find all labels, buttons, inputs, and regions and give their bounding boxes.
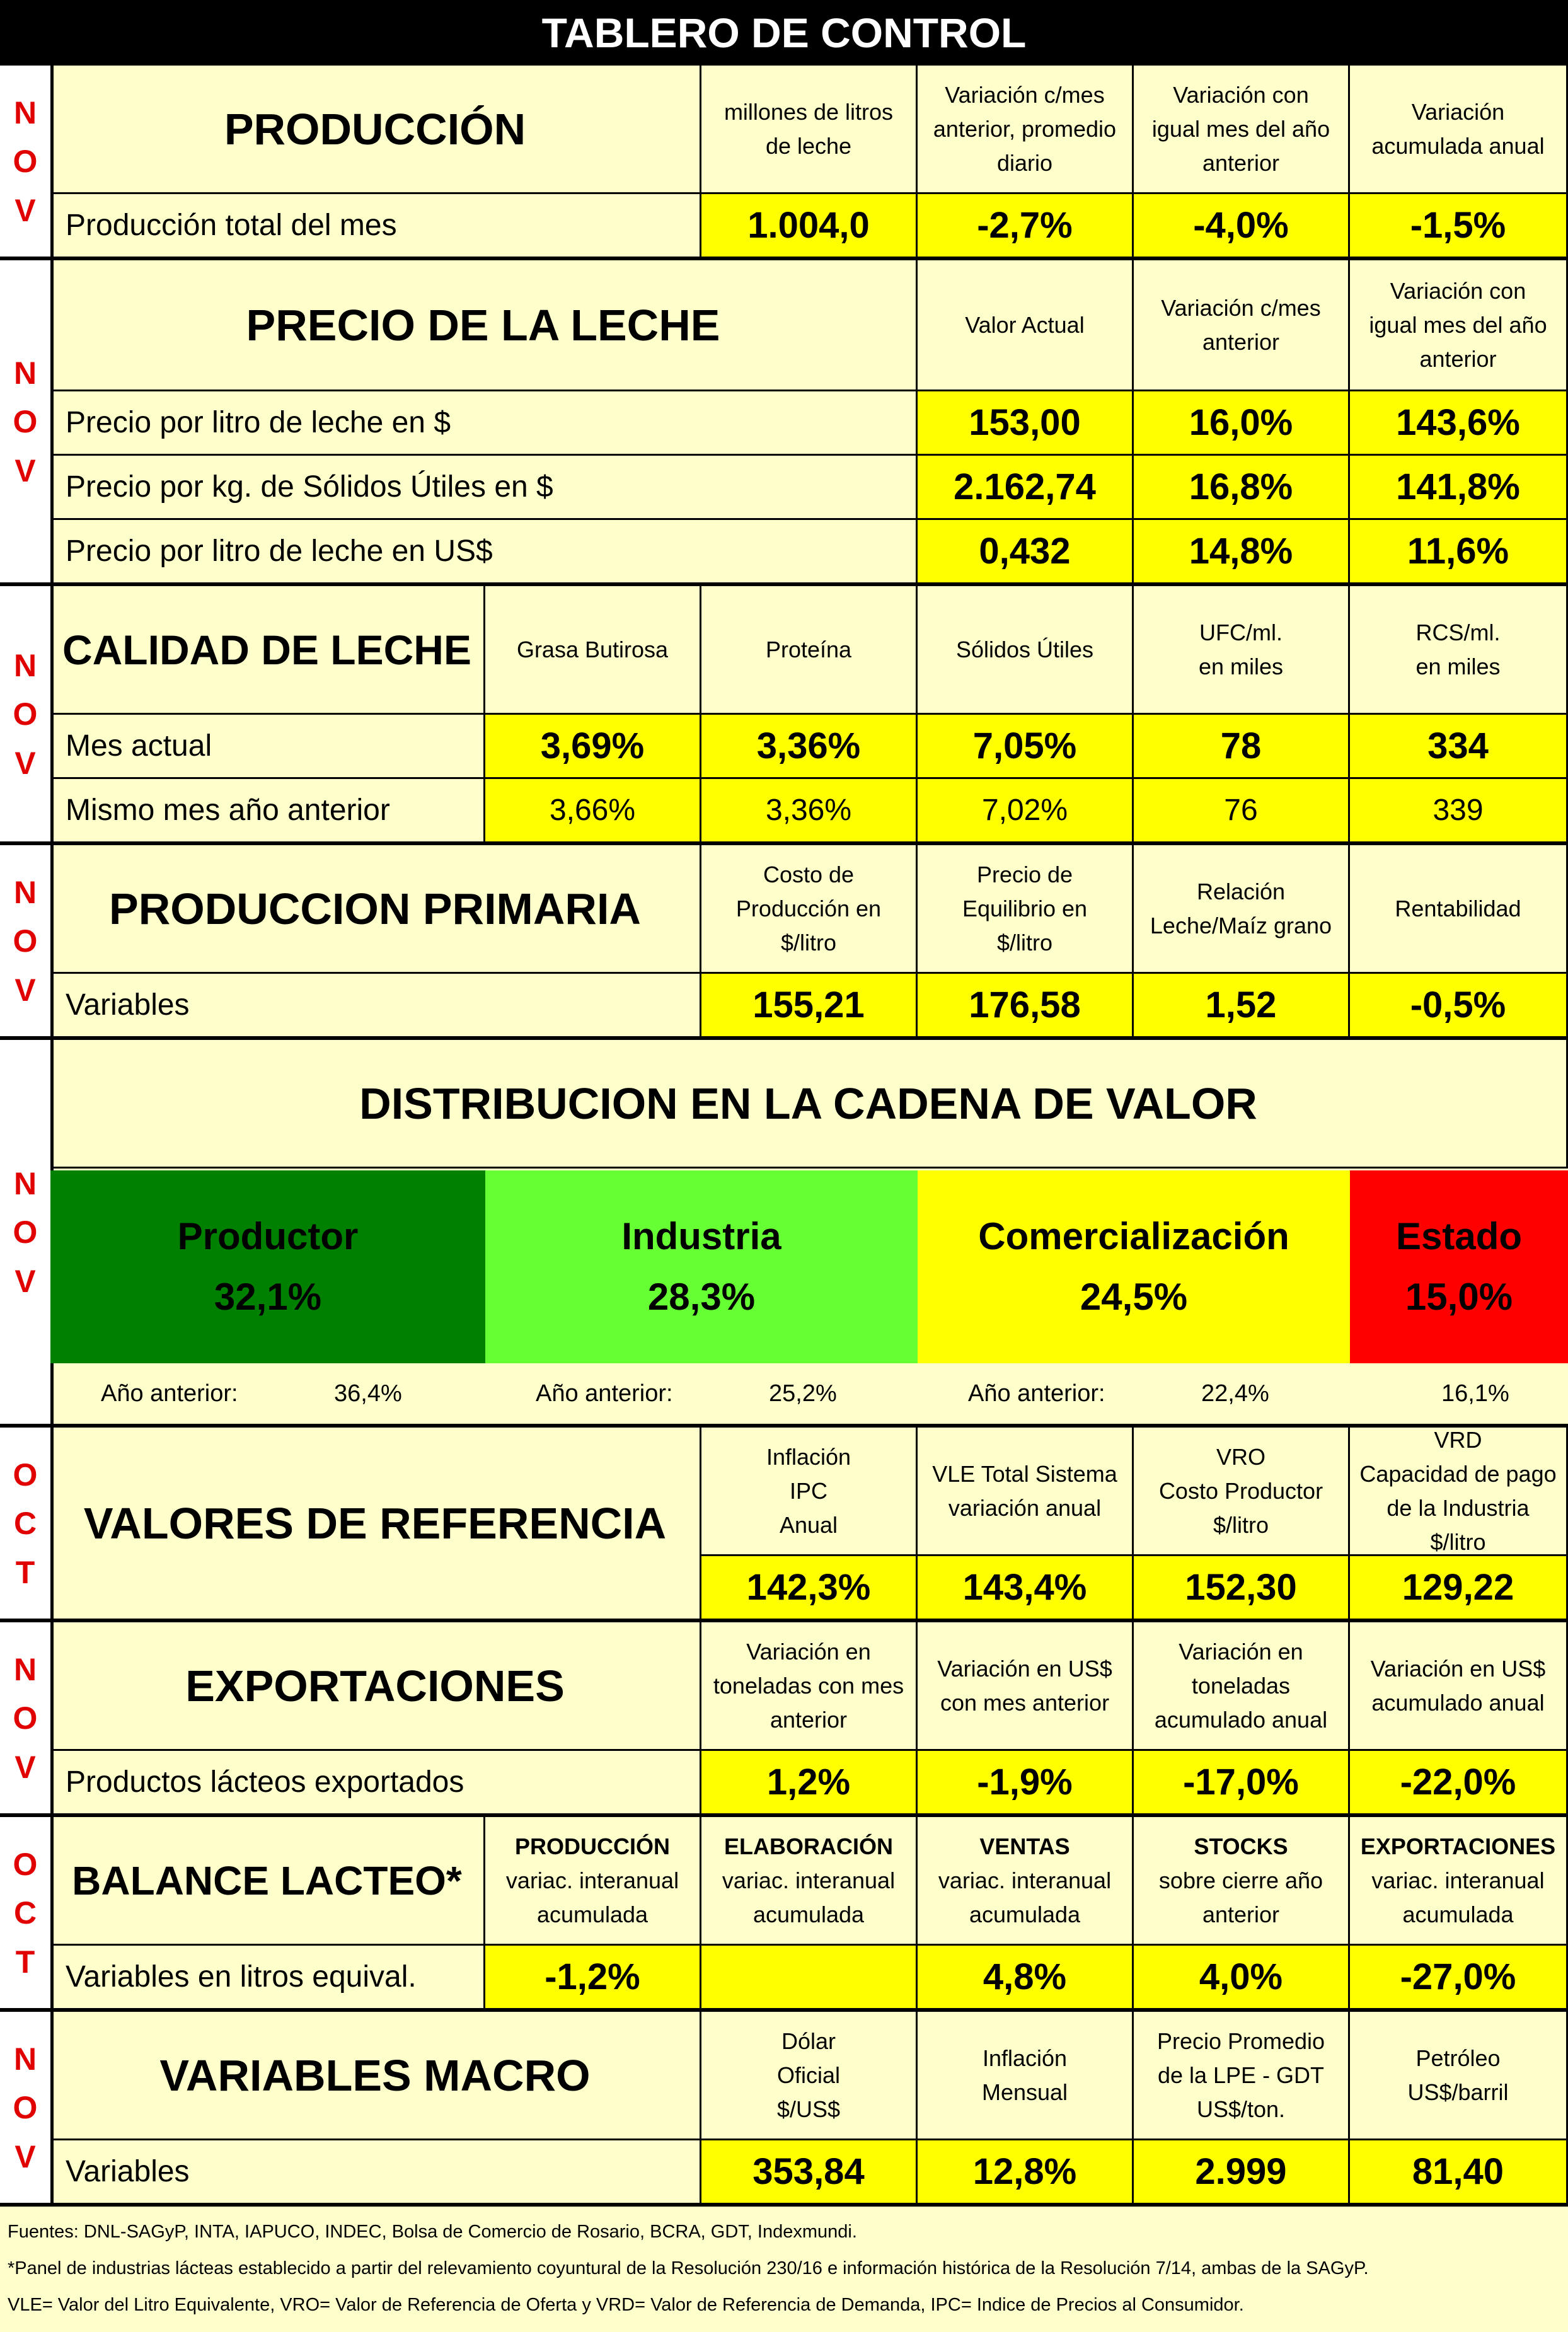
exportaciones-value: 1,2% bbox=[701, 1751, 918, 1815]
precio-col-header: Variación c/mes anterior bbox=[1134, 260, 1350, 391]
produccion-col-header: Variación c/mes anterior, promedio diario bbox=[918, 66, 1134, 194]
month-indicator bbox=[0, 1817, 54, 2010]
calidad-value: 334 bbox=[1350, 715, 1568, 779]
produccion-col-header: millones de litros de leche bbox=[701, 66, 918, 194]
section-referencia bbox=[0, 1428, 1568, 1620]
exportaciones-row-label: Productos lácteos exportados bbox=[50, 1751, 701, 1815]
month-letter: N bbox=[13, 1651, 37, 1687]
calidad-value: 78 bbox=[1134, 715, 1350, 779]
month-indicator bbox=[0, 1428, 54, 1620]
distribucion-block-name: Productor bbox=[177, 1215, 359, 1257]
balance-value bbox=[701, 1946, 918, 2010]
month-letter: V bbox=[14, 192, 36, 228]
precio-col-header: Variación con igual mes del año anterior bbox=[1350, 260, 1568, 391]
exportaciones-value: -17,0% bbox=[1134, 1751, 1350, 1815]
distribucion-block bbox=[1350, 1170, 1568, 1363]
produccion-col-header: Variación acumulada anual bbox=[1350, 66, 1568, 194]
month-indicator bbox=[0, 66, 54, 258]
month-letter: T bbox=[15, 1554, 35, 1590]
referencia-col-header: VRO Costo Productor $/litro bbox=[1134, 1428, 1350, 1556]
calidad-value: 3,69% bbox=[485, 715, 701, 779]
referencia-value: 143,4% bbox=[918, 1556, 1134, 1620]
calidad-col-header: UFC/ml. en miles bbox=[1134, 586, 1350, 715]
macro-col-header: Inflación Mensual bbox=[918, 2012, 1134, 2140]
balance-col-subtitle: variac. interanual acumulada bbox=[722, 1867, 896, 1927]
produccion-value: -2,7% bbox=[918, 194, 1134, 258]
month-letter: C bbox=[13, 1506, 37, 1542]
month-letter: O bbox=[13, 404, 38, 440]
month-letter: O bbox=[13, 2090, 38, 2126]
distribucion-prev-value: 36,4% bbox=[334, 1380, 402, 1407]
produccion-col-header: Variación con igual mes del año anterior bbox=[1134, 66, 1350, 194]
primaria-heading: PRODUCCION PRIMARIA bbox=[50, 845, 701, 974]
month-indicator bbox=[0, 1040, 54, 1426]
primaria-col-header: Precio de Equilibrio en $/litro bbox=[918, 845, 1134, 974]
primaria-value: 155,21 bbox=[701, 974, 918, 1038]
produccion-value: 1.004,0 bbox=[701, 194, 918, 258]
calidad-col-header: Grasa Butirosa bbox=[485, 586, 701, 715]
balance-value: 4,0% bbox=[1134, 1946, 1350, 2010]
month-letter: C bbox=[13, 1895, 37, 1931]
macro-col-header: Precio Promedio de la LPE - GDT US$/ton. bbox=[1134, 2012, 1350, 2140]
primaria-row-label: Variables bbox=[50, 974, 701, 1038]
calidad-value: 339 bbox=[1350, 779, 1568, 843]
footnote: VLE= Valor del Litro Equivalente, VRO= Valor de Referencia de Oferta y VRD= Valor de Referencia de Demanda, IPC= Indice de Precios al Consumidor. bbox=[8, 2295, 1244, 2315]
balance-col-title: STOCKS bbox=[1194, 1833, 1288, 1859]
month-letter: O bbox=[13, 1700, 38, 1736]
balance-col-header bbox=[1134, 1817, 1350, 1946]
balance-col-subtitle: variac. interanual acumulada bbox=[505, 1867, 679, 1927]
calidad-value: 7,02% bbox=[918, 779, 1134, 843]
month-indicator bbox=[0, 2012, 54, 2205]
distribucion-block-value: 32,1% bbox=[214, 1276, 322, 1318]
macro-col-header: Petróleo US$/barril bbox=[1350, 2012, 1568, 2140]
month-letter: V bbox=[14, 1263, 36, 1299]
month-letter: V bbox=[14, 1749, 36, 1785]
month-letter: N bbox=[13, 1165, 37, 1201]
distribucion-prev-value: 22,4% bbox=[1201, 1380, 1269, 1407]
month-letter: V bbox=[14, 972, 36, 1008]
month-letter: V bbox=[14, 453, 36, 488]
calidad-col-header: Sólidos Útiles bbox=[918, 586, 1134, 715]
produccion-value: -1,5% bbox=[1350, 194, 1568, 258]
precio-row-label: Precio por litro de leche en $ bbox=[50, 391, 918, 456]
balance-value: 4,8% bbox=[918, 1946, 1134, 2010]
balance-col-title: VENTAS bbox=[979, 1833, 1070, 1859]
precio-value: 16,8% bbox=[1134, 456, 1350, 520]
produccion-heading: PRODUCCIÓN bbox=[50, 66, 701, 194]
calidad-value: 76 bbox=[1134, 779, 1350, 843]
balance-col-title: PRODUCCIÓN bbox=[514, 1833, 670, 1859]
distribucion-heading: DISTRIBUCION EN LA CADENA DE VALOR bbox=[50, 1040, 1568, 1169]
distribucion-block-value: 28,3% bbox=[647, 1276, 756, 1318]
primaria-value: 1,52 bbox=[1134, 974, 1350, 1038]
calidad-value: 7,05% bbox=[918, 715, 1134, 779]
referencia-col-header: Inflación IPC Anual bbox=[701, 1428, 918, 1556]
calidad-row-label: Mismo mes año anterior bbox=[50, 779, 485, 843]
month-letter: O bbox=[13, 696, 38, 732]
balance-heading: BALANCE LACTEO* bbox=[50, 1817, 485, 1946]
balance-col-title: ELABORACIÓN bbox=[724, 1833, 893, 1859]
precio-row-label: Precio por litro de leche en US$ bbox=[50, 520, 918, 584]
distribucion-block bbox=[918, 1170, 1350, 1363]
calidad-value: 3,36% bbox=[701, 715, 918, 779]
month-letter: N bbox=[13, 874, 37, 910]
exportaciones-heading: EXPORTACIONES bbox=[50, 1622, 701, 1751]
month-letter: O bbox=[13, 144, 38, 180]
exportaciones-col-header: Variación en US$ acumulado anual bbox=[1350, 1622, 1568, 1751]
month-letter: O bbox=[13, 1215, 38, 1250]
referencia-value: 129,22 bbox=[1350, 1556, 1568, 1620]
macro-heading: VARIABLES MACRO bbox=[50, 2012, 701, 2140]
month-letter: V bbox=[14, 745, 36, 781]
balance-col-subtitle: variac. interanual acumulada bbox=[1371, 1867, 1545, 1927]
balance-col-header bbox=[918, 1817, 1134, 1946]
month-letter: N bbox=[13, 2041, 37, 2077]
month-letter: O bbox=[13, 1457, 38, 1492]
distribucion-prev-label: Año anterior: bbox=[968, 1380, 1105, 1407]
exportaciones-col-header: Variación en toneladas con mes anterior bbox=[701, 1622, 918, 1751]
month-letter: O bbox=[13, 1846, 38, 1882]
distribucion-block bbox=[50, 1170, 485, 1363]
macro-value: 353,84 bbox=[701, 2140, 918, 2205]
referencia-value: 142,3% bbox=[701, 1556, 918, 1620]
calidad-row-label: Mes actual bbox=[50, 715, 485, 779]
macro-value: 81,40 bbox=[1350, 2140, 1568, 2205]
precio-value: 143,6% bbox=[1350, 391, 1568, 456]
precio-value: 153,00 bbox=[918, 391, 1134, 456]
distribucion-block-name: Industria bbox=[621, 1215, 781, 1257]
referencia-col-header: VLE Total Sistema variación anual bbox=[918, 1428, 1134, 1556]
section-macro bbox=[0, 2012, 1568, 2205]
precio-value: 14,8% bbox=[1134, 520, 1350, 584]
month-letter: V bbox=[14, 2139, 36, 2174]
exportaciones-col-header: Variación en US$ con mes anterior bbox=[918, 1622, 1134, 1751]
section-divider bbox=[0, 2203, 1568, 2207]
footnote: Fuentes: DNL-SAGyP, INTA, IAPUCO, INDEC, Bolsa de Comercio de Rosario, BCRA, GDT, Indexmundi. bbox=[8, 2222, 857, 2242]
precio-row-label: Precio por kg. de Sólidos Útiles en $ bbox=[50, 456, 918, 520]
month-indicator bbox=[0, 845, 54, 1038]
balance-value: -1,2% bbox=[485, 1946, 701, 2010]
produccion-row-label: Producción total del mes bbox=[50, 194, 701, 258]
calidad-col-header: RCS/ml. en miles bbox=[1350, 586, 1568, 715]
macro-value: 2.999 bbox=[1134, 2140, 1350, 2205]
primaria-value: 176,58 bbox=[918, 974, 1134, 1038]
calidad-heading: CALIDAD DE LECHE bbox=[50, 586, 485, 715]
balance-col-header bbox=[485, 1817, 701, 1946]
exportaciones-col-header: Variación en toneladas acumulado anual bbox=[1134, 1622, 1350, 1751]
month-letter: N bbox=[13, 647, 37, 683]
page-title: TABLERO DE CONTROL bbox=[0, 0, 1568, 66]
primaria-value: -0,5% bbox=[1350, 974, 1568, 1038]
referencia-col-header: VRD Capacidad de pago de la Industria $/litro bbox=[1350, 1428, 1568, 1556]
macro-col-header: Dólar Oficial $/US$ bbox=[701, 2012, 918, 2140]
distribucion-block-name: Estado bbox=[1395, 1215, 1523, 1257]
section-produccion bbox=[0, 66, 1568, 258]
section-exportaciones bbox=[0, 1622, 1568, 1815]
referencia-value: 152,30 bbox=[1134, 1556, 1350, 1620]
section-balance bbox=[0, 1817, 1568, 2010]
footnote: *Panel de industrias lácteas establecido a partir del relevamiento coyuntural de la Resolución 230/16 e información histórica de la Resolución 7/14, ambas de la SAGyP. bbox=[8, 2258, 1369, 2278]
distribucion-prev-value: 25,2% bbox=[769, 1380, 837, 1407]
distribucion-prev-value: 16,1% bbox=[1441, 1380, 1509, 1407]
distribucion-block-value: 15,0% bbox=[1405, 1276, 1513, 1318]
month-indicator bbox=[0, 1622, 54, 1815]
month-letter: N bbox=[13, 95, 37, 130]
month-indicator bbox=[0, 586, 54, 843]
distribucion-prev-label: Año anterior: bbox=[536, 1380, 673, 1407]
distribucion-prev-label: Año anterior: bbox=[101, 1380, 238, 1407]
balance-col-subtitle: variac. interanual acumulada bbox=[938, 1867, 1112, 1927]
month-letter: N bbox=[13, 355, 37, 391]
balance-col-header bbox=[1350, 1817, 1568, 1946]
macro-row-label: Variables bbox=[50, 2140, 701, 2205]
section-primaria bbox=[0, 845, 1568, 1038]
precio-heading: PRECIO DE LA LECHE bbox=[50, 260, 918, 391]
exportaciones-value: -22,0% bbox=[1350, 1751, 1568, 1815]
precio-value: 16,0% bbox=[1134, 391, 1350, 456]
balance-value: -27,0% bbox=[1350, 1946, 1568, 2010]
calidad-col-header: Proteína bbox=[701, 586, 918, 715]
referencia-heading: VALORES DE REFERENCIA bbox=[50, 1428, 701, 1620]
primaria-col-header: Rentabilidad bbox=[1350, 845, 1568, 974]
balance-col-subtitle: sobre cierre año anterior bbox=[1158, 1867, 1323, 1927]
balance-row-label: Variables en litros equival. bbox=[50, 1946, 485, 2010]
precio-value: 2.162,74 bbox=[918, 456, 1134, 520]
balance-col-header bbox=[701, 1817, 918, 1946]
distribucion-block-value: 24,5% bbox=[1080, 1276, 1188, 1318]
section-precio bbox=[0, 260, 1568, 584]
month-letter: T bbox=[15, 1944, 35, 1980]
balance-col-title: EXPORTACIONES bbox=[1360, 1833, 1556, 1859]
month-indicator bbox=[0, 260, 54, 584]
calidad-value: 3,66% bbox=[485, 779, 701, 843]
month-letter: O bbox=[13, 923, 38, 959]
precio-value: 11,6% bbox=[1350, 520, 1568, 584]
primaria-col-header: Relación Leche/Maíz grano bbox=[1134, 845, 1350, 974]
section-calidad bbox=[0, 586, 1568, 843]
distribucion-block-name: Comercialización bbox=[978, 1215, 1289, 1257]
primaria-col-header: Costo de Producción en $/litro bbox=[701, 845, 918, 974]
section-distribucion bbox=[0, 1040, 1568, 1426]
distribucion-block bbox=[485, 1170, 918, 1363]
calidad-value: 3,36% bbox=[701, 779, 918, 843]
precio-col-header: Valor Actual bbox=[918, 260, 1134, 391]
precio-value: 0,432 bbox=[918, 520, 1134, 584]
precio-value: 141,8% bbox=[1350, 456, 1568, 520]
produccion-value: -4,0% bbox=[1134, 194, 1350, 258]
exportaciones-value: -1,9% bbox=[918, 1751, 1134, 1815]
macro-value: 12,8% bbox=[918, 2140, 1134, 2205]
